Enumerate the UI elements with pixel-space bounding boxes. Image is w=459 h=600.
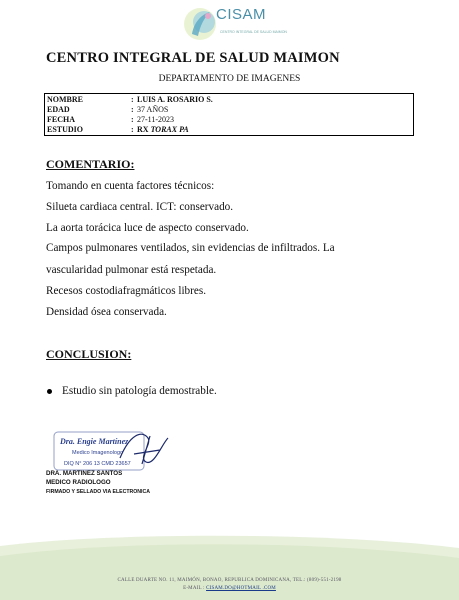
- patient-key: NOMBRE: [47, 95, 83, 104]
- signature-block: [46, 469, 122, 487]
- conclusion-item: [62, 385, 217, 397]
- patient-key: EDAD: [47, 105, 70, 114]
- comentario-line: Recesos costodiafragmáticos libres.: [46, 285, 206, 297]
- signature-stamp-image: [50, 424, 180, 474]
- bullet-icon: [47, 389, 52, 394]
- signature-stamp: [50, 424, 180, 474]
- page-title: CENTRO INTEGRAL DE SALUD MAIMON: [46, 50, 340, 66]
- signer-name: DRA. MARTINEZ SANTOS: [46, 470, 123, 477]
- patient-colon: :: [131, 105, 134, 114]
- conclusion-heading: CONCLUSION:: [46, 347, 132, 361]
- patient-colon: :: [131, 125, 134, 134]
- patient-colon: :: [131, 115, 134, 124]
- stamp-role: Medico Imagenologo: [72, 450, 124, 456]
- stamp-name: Dra. Engie Martínez: [60, 437, 129, 446]
- patient-age-value: 37 AÑOS: [137, 105, 169, 114]
- signer-role: MEDICO RADIOLOGO: [46, 479, 111, 486]
- patient-study-value: [137, 125, 189, 134]
- footer-address: CALLE DUARTE NO. 11, MAIMÓN, BONAO, REPUBLICA DOMINICANA, TEL.: (809)-551-2198: [117, 578, 342, 583]
- footer-email-label: E-MAIL :: [183, 586, 207, 591]
- comentario-line: Tomando en cuenta factores técnicos:: [46, 180, 215, 192]
- footer-email: [0, 586, 459, 591]
- study-view: TORAX PA: [150, 125, 189, 134]
- footer-email-link[interactable]: CISAM.DO@HOTMAIL .COM: [206, 586, 276, 591]
- conclusion-item-text: Estudio sin patología demostrable.: [62, 385, 217, 397]
- study-type: RX: [137, 125, 151, 134]
- comentario-line: Silueta cardiaca central. ICT: conservado.: [46, 201, 234, 213]
- patient-colon: :: [131, 95, 134, 104]
- cisam-logo: [180, 4, 290, 44]
- patient-key: ESTUDIO: [47, 125, 84, 134]
- comentario-line: Densidad ósea conservada.: [46, 306, 167, 318]
- patient-key: FECHA: [47, 115, 75, 124]
- comentario-line: Campos pulmonares ventilados, sin evidencias de infiltrados. La: [46, 242, 335, 254]
- signature-note: FIRMADO Y SELLADO VIA ELECTRONICA: [46, 489, 150, 495]
- logo-subtitle: CENTRO INTEGRAL DE SALUD MAIMON: [220, 30, 287, 34]
- patient-info-box: [44, 93, 414, 136]
- comentario-line: vascularidad pulmonar está respetada.: [46, 264, 217, 276]
- comentario-line: La aorta torácica luce de aspecto conservado.: [46, 222, 249, 234]
- patient-date-value: 27-11-2023: [137, 115, 175, 124]
- comentario-heading: COMENTARIO:: [46, 157, 135, 171]
- department-subtitle: DEPARTAMENTO DE IMAGENES: [158, 74, 301, 84]
- stamp-id: DIQ N° 206 13 CMD 23657: [64, 461, 131, 467]
- logo-name: CISAM: [216, 6, 267, 23]
- patient-name-value: LUIS A. ROSARIO S.: [137, 95, 213, 104]
